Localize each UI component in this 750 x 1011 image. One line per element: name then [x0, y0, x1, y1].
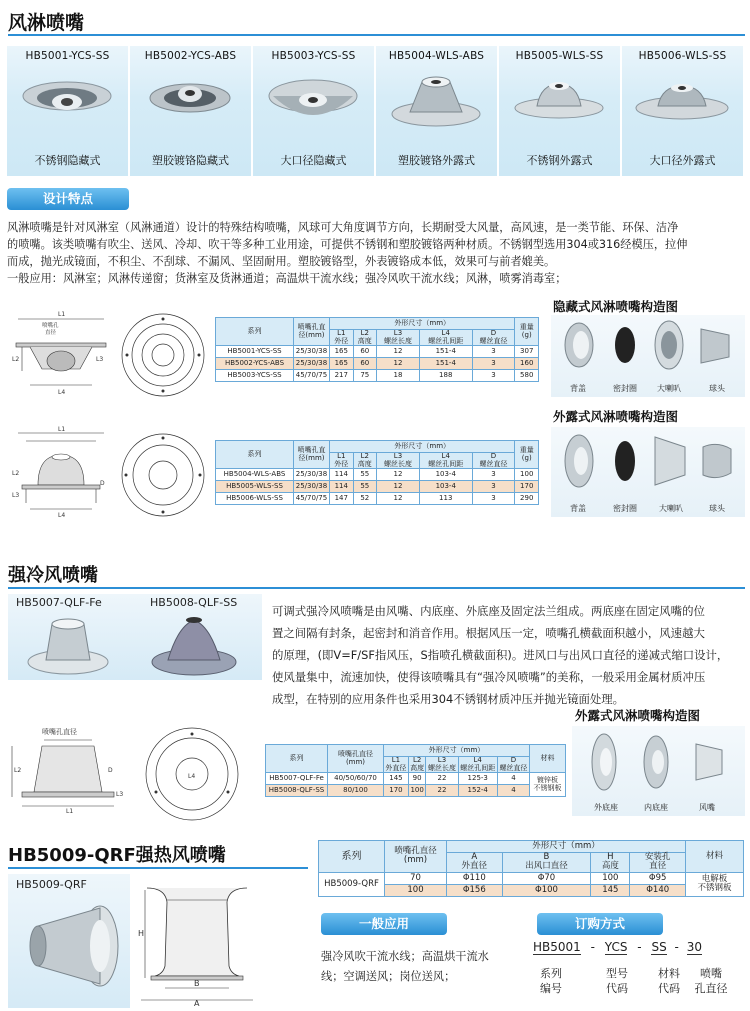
table-cell: 25/30/38 — [294, 346, 330, 358]
table-cell: 103-4 — [419, 469, 472, 481]
th-hole: 喷嘴孔直径(mm) — [385, 841, 447, 873]
nozzle-photo — [509, 74, 609, 134]
order-part: 30 — [686, 940, 702, 954]
table-cell: 290 — [515, 493, 539, 505]
table-cell: Φ110 — [447, 872, 503, 884]
th-hole: 喷嘴孔直径(mm) — [294, 441, 330, 469]
table-cell: 12 — [377, 346, 420, 358]
exposed-structure-photo — [551, 427, 745, 517]
table-cell: 45/70/75 — [294, 493, 330, 505]
table-cell: 165 — [330, 358, 354, 370]
table-cell: 25/30/38 — [294, 481, 330, 493]
product-card — [499, 46, 620, 176]
para-line: 可调式强冷风喷嘴是由风嘴、内底座、外底座及固定法兰组成。两底座在固定风嘴的位 — [272, 604, 705, 618]
design-features-label: 设计特点 — [7, 188, 129, 210]
order-sep: - — [590, 940, 595, 954]
cold-structure-photo — [572, 726, 745, 816]
table-cell: 114 — [330, 469, 354, 481]
th-l3: L3 螺丝长度 — [426, 757, 458, 773]
diag-a: A — [194, 999, 200, 1006]
diag-h: H — [138, 929, 145, 938]
th-mount: 安装孔 直径 — [630, 853, 686, 873]
hot-side-diagram — [137, 880, 257, 1006]
para-line: 成型，在特别的应用条件也采用304不锈钢材质冲压并抛光镜面处理。 — [272, 692, 625, 706]
product-code: HB5003-YCS-SS — [271, 50, 356, 62]
table-cell: 100 — [408, 785, 426, 797]
th-dims: 外形尺寸（mm） — [447, 841, 686, 853]
product-code: HB5001-YCS-SS — [25, 50, 110, 62]
title-underline — [8, 587, 745, 589]
table-cell: 40/50/60/70 — [328, 773, 384, 785]
product-code: HB5008-QLF-SS — [150, 596, 238, 609]
order-part: HB5001 — [533, 940, 581, 954]
para-line: 一般应用：风淋室；风淋传递窗；货淋室及货淋通道；高温烘干流水线；强冷风吹干流水线；风淋，喷雾消毒室； — [7, 272, 567, 285]
table-cell: 45/70/75 — [294, 370, 330, 382]
table-cell: HB5007-QLF-Fe — [266, 773, 328, 785]
table-cell: 4 — [497, 773, 529, 785]
table-cell: 145 — [384, 773, 409, 785]
section-title-strong-hot: HB5009-QRF强热风喷嘴 — [8, 845, 226, 866]
th-material: 材料 — [530, 745, 566, 773]
table-cell: 12 — [377, 481, 420, 493]
diag-label-l4: L4 — [58, 389, 66, 396]
table-row — [216, 370, 539, 382]
table-cell: 3 — [472, 493, 515, 505]
table-row — [266, 785, 566, 797]
part-caption: 背盖 — [570, 504, 586, 513]
product-name: 塑胶镀铬隐藏式 — [152, 154, 229, 167]
product-name: 不锈钢隐藏式 — [34, 154, 101, 167]
cold-structure-title: 外露式风淋喷嘴构造图 — [575, 708, 701, 723]
table-cell: 170 — [515, 481, 539, 493]
table-cell: 25/30/38 — [294, 469, 330, 481]
table-cell: HB5003-YCS-SS — [216, 370, 294, 382]
product-card — [376, 46, 497, 176]
table-cell: 60 — [353, 346, 377, 358]
table-cell: 100 — [385, 884, 447, 896]
th-l2: L2 高度 — [410, 756, 425, 772]
diag-l4: L4 — [188, 773, 196, 780]
table-cell: 114 — [330, 481, 354, 493]
hidden-side-diagram — [8, 305, 113, 400]
table-cell: 3 — [472, 358, 515, 370]
diag-hole: 喷嘴孔直径 — [42, 728, 77, 736]
th-d: D 螺丝直径 — [472, 453, 515, 469]
exposed-side-diagram — [8, 425, 113, 520]
table-cell: HB5008-QLF-SS — [266, 785, 328, 797]
exploded-parts-image — [551, 315, 745, 381]
table-cell: 55 — [353, 481, 377, 493]
table-cell: 100 — [591, 872, 630, 884]
table-cell: 125-3 — [458, 773, 497, 785]
th-l1: L1 外径 — [330, 330, 354, 346]
table-cell: Φ95 — [630, 872, 686, 884]
table-cell: 75 — [353, 370, 377, 382]
diag-label-l4: L4 — [58, 512, 66, 519]
order-caption: 喷嘴 孔直径 — [694, 967, 728, 995]
diag-b: B — [194, 979, 200, 988]
diag-label-hole: 喷嘴孔 — [42, 323, 59, 329]
table-cell: 217 — [330, 370, 354, 382]
cold-top-diagram — [142, 724, 242, 824]
table-cell: 3 — [472, 481, 515, 493]
exposed-top-diagram — [118, 430, 208, 520]
table-cell: Φ156 — [447, 884, 503, 896]
cold-nozzle-image — [8, 610, 262, 680]
section-title-strong-cold: 强冷风喷嘴 — [8, 565, 98, 586]
table-cell: 147 — [330, 493, 354, 505]
th-series: 系列 — [216, 318, 294, 346]
th-dims: 外形尺寸（mm） — [384, 745, 530, 757]
product-code: HB5009-QRF — [16, 878, 87, 891]
th-l4: L4 螺丝孔间距 — [458, 757, 497, 773]
table-cell: 70 — [385, 872, 447, 884]
table-cell: 22 — [426, 773, 458, 785]
table-row — [216, 469, 539, 481]
section-title-air-shower: 风淋喷嘴 — [8, 12, 85, 34]
para-line: 的喷嘴。该类喷嘴有吹尘、送风、冷却、吹干等多种工业用途，可提供不锈钢和塑胶镀铬两种材质。不锈钢型选用304或316经模压，拉伸 — [7, 238, 688, 251]
product-code: HB5006-WLS-SS — [638, 50, 727, 62]
order-code — [533, 940, 745, 955]
th-l1: L1 外直径 — [385, 756, 407, 772]
table-cell: 25/30/38 — [294, 358, 330, 370]
order-caption: 型号 代码 — [606, 967, 628, 995]
table-row — [319, 872, 744, 884]
diag-label-dia: 直径 — [45, 330, 57, 336]
table-row — [216, 358, 539, 370]
th-weight: 重量 (g) — [515, 441, 539, 469]
nozzle-photo — [140, 74, 240, 134]
product-name: 塑胶镀铬外露式 — [398, 154, 475, 167]
order-sep: - — [674, 940, 679, 954]
para-line: 置之间隔有封条，起密封和消音作用。根据风压一定，喷嘴孔横截面积越小，风速越大 — [272, 626, 705, 640]
table-cell: 3 — [472, 469, 515, 481]
product-strip — [7, 46, 744, 176]
table-row — [216, 481, 539, 493]
part-caption: 球头 — [709, 384, 725, 393]
nozzle-photo — [632, 74, 732, 134]
material-cell: 镀锌板 不锈钢板 — [530, 773, 566, 797]
general-application-label: 一般应用 — [321, 913, 447, 935]
ordering-label: 订购方式 — [537, 913, 663, 935]
table-cell: 55 — [353, 469, 377, 481]
application-text — [321, 947, 521, 987]
cold-side-diagram — [8, 722, 128, 814]
order-part: SS — [651, 940, 667, 954]
th-d: D 螺丝直径 — [472, 330, 515, 346]
diag-label-l1: L1 — [58, 426, 66, 433]
th-series: 系列 — [216, 441, 294, 469]
part-caption: 内底座 — [644, 803, 668, 812]
diag-label-l2: L2 — [12, 470, 20, 477]
cold-spec-table — [265, 744, 566, 797]
table-cell: HB5005-WLS-SS — [216, 481, 294, 493]
table-cell: 18 — [377, 370, 420, 382]
table-cell: 151-4 — [419, 358, 472, 370]
order-part: YCS — [604, 940, 628, 954]
hot-nozzle-image — [8, 896, 130, 1006]
product-card — [253, 46, 374, 176]
part-caption: 风嘴 — [699, 803, 715, 812]
th-series: 系列 — [319, 841, 385, 873]
th-d: D 螺丝直径 — [497, 757, 529, 773]
th-weight: 重量 (g) — [515, 318, 539, 346]
th-dims: 外形尺寸（mm） — [330, 441, 515, 453]
part-caption: 密封圈 — [613, 504, 637, 513]
th-a: A 外直径 — [447, 853, 503, 873]
table-cell: Φ140 — [630, 884, 686, 896]
table-cell: 151-4 — [419, 346, 472, 358]
order-caption: 材料 代码 — [658, 967, 680, 995]
product-card — [130, 46, 251, 176]
table-cell: 152-4 — [458, 785, 497, 797]
part-caption: 大喇叭 — [659, 504, 683, 513]
table-cell: Φ70 — [502, 872, 591, 884]
table-cell: 170 — [384, 785, 409, 797]
material-cell: 电解板 不锈钢板 — [686, 872, 744, 896]
para-line: 风淋喷嘴是针对风淋室（风淋通道）设计的特殊结构喷嘴，风球可大角度调节方向，长期耐受大风量，高风速，是一类节能、环保、洁净 — [7, 221, 679, 234]
table-row — [216, 493, 539, 505]
th-l1: L1 外径 — [330, 453, 354, 469]
title-underline — [8, 867, 308, 869]
part-caption: 外底座 — [594, 803, 618, 812]
table-cell: 188 — [419, 370, 472, 382]
table-cell: 12 — [377, 358, 420, 370]
table-cell: 307 — [515, 346, 539, 358]
para-line: 线；空调送风；岗位送风； — [321, 970, 456, 983]
th-series: 系列 — [266, 745, 328, 773]
exposed-structure-title: 外露式风淋喷嘴构造图 — [553, 409, 679, 424]
order-sep: - — [637, 940, 642, 954]
product-code: HB5002-YCS-ABS — [144, 50, 237, 62]
th-l3: L3 螺丝长度 — [377, 330, 420, 346]
diag-label-d: D — [100, 480, 105, 487]
product-card — [7, 46, 128, 176]
nozzle-photo — [263, 74, 363, 134]
table-cell: 4 — [497, 785, 529, 797]
th-l4: L4 螺丝孔间距 — [419, 330, 472, 346]
nozzle-photo — [17, 74, 117, 134]
para-line: 的原理，(即V=F/SF指风压，S指喷孔横截面积)。进风口与出风口直径的递减式缩口设计， — [272, 648, 729, 662]
series-cell: HB5009-QRF — [319, 872, 385, 896]
table-cell: Φ100 — [502, 884, 591, 896]
cold-nozzle-photo — [8, 594, 262, 680]
diag-label-l1: L1 — [58, 311, 66, 318]
table-cell: 60 — [353, 358, 377, 370]
th-hole: 喷嘴孔直径(mm) — [328, 745, 384, 773]
table-cell: HB5004-WLS-ABS — [216, 469, 294, 481]
hidden-structure-photo — [551, 315, 745, 397]
th-l2: L2 高度 — [353, 453, 377, 469]
table-cell: 52 — [353, 493, 377, 505]
th-material: 材料 — [686, 841, 744, 873]
para-line: 强冷风吹干流水线；高温烘干流水 — [321, 950, 489, 963]
diag-d: D — [108, 767, 113, 774]
part-caption: 密封圈 — [613, 384, 637, 393]
table-cell: 113 — [419, 493, 472, 505]
diag-label-l3: L3 — [96, 356, 104, 363]
order-caption: 系列 编号 — [540, 967, 562, 995]
hot-spec-table — [318, 840, 744, 897]
exposed-spec-table — [215, 440, 539, 505]
table-cell: HB5006-WLS-SS — [216, 493, 294, 505]
para-line: 而成，抛光成镜面，不积尘、不刮球、不漏风、坚固耐用。塑胶镀铬型，外表镀铬成本低，效果可与前者媲美。 — [7, 255, 556, 268]
table-cell: 90 — [408, 773, 426, 785]
cold-description — [272, 600, 747, 710]
product-name: 大口径外露式 — [649, 154, 716, 167]
th-l2: L2 高度 — [353, 330, 377, 346]
table-cell: 22 — [426, 785, 458, 797]
table-row — [216, 346, 539, 358]
product-code: HB5004-WLS-ABS — [388, 50, 485, 62]
th-hole: 喷嘴孔直径(mm) — [294, 318, 330, 346]
hot-nozzle-photo — [8, 874, 130, 1008]
part-caption: 球头 — [709, 504, 725, 513]
diag-label-l3: L3 — [12, 492, 20, 499]
table-cell: HB5002-YCS-ABS — [216, 358, 294, 370]
diag-l2: L2 — [14, 767, 22, 774]
table-cell: 165 — [330, 346, 354, 358]
table-cell: 80/100 — [328, 785, 384, 797]
part-caption: 大喇叭 — [657, 384, 681, 393]
product-name: 大口径隐藏式 — [280, 154, 347, 167]
nozzle-photo — [386, 74, 486, 134]
product-card — [622, 46, 743, 176]
th-l3: L3 螺丝长度 — [377, 453, 420, 469]
table-cell: HB5001-YCS-SS — [216, 346, 294, 358]
part-caption: 背盖 — [570, 384, 586, 393]
th-dims: 外形尺寸（mm） — [330, 318, 515, 330]
diag-l3: L3 — [116, 791, 124, 798]
diag-l1: L1 — [66, 808, 74, 814]
table-cell: 103-4 — [419, 481, 472, 493]
th-l4: L4 螺丝孔间距 — [419, 453, 472, 469]
product-code: HB5005-WLS-SS — [515, 50, 604, 62]
table-cell: 3 — [472, 346, 515, 358]
diag-label-l2: L2 — [12, 356, 20, 363]
table-cell: 580 — [515, 370, 539, 382]
table-row — [266, 773, 566, 785]
product-code: HB5007-QLF-Fe — [16, 596, 102, 609]
product-name: 不锈钢外露式 — [526, 154, 593, 167]
exploded-parts-image — [551, 427, 745, 499]
hidden-top-diagram — [118, 310, 208, 400]
table-cell: 160 — [515, 358, 539, 370]
table-cell: 100 — [515, 469, 539, 481]
hidden-structure-title: 隐藏式风淋喷嘴构造图 — [553, 299, 679, 314]
th-h: H 高度 — [591, 853, 630, 873]
table-cell: 145 — [591, 884, 630, 896]
th-b: B 出风口直径 — [502, 853, 591, 873]
table-cell: 12 — [377, 493, 420, 505]
para-line: 使风量集中，流速加快，使得该喷嘴具有“强冷风喷嘴”的美称，一般采用金属材质冲压 — [272, 670, 706, 684]
exploded-parts-image — [572, 726, 745, 798]
table-cell: 3 — [472, 370, 515, 382]
hidden-spec-table — [215, 317, 539, 382]
table-cell: 12 — [377, 469, 420, 481]
description-paragraph — [7, 219, 745, 287]
title-underline — [8, 34, 745, 36]
